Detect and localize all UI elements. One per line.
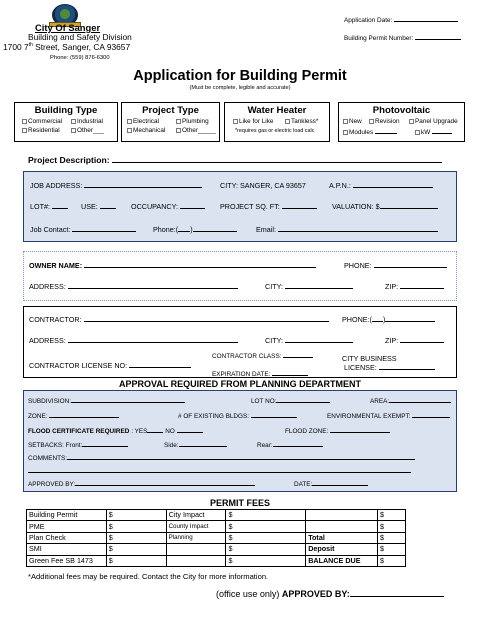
fee-label: Deposit bbox=[306, 544, 378, 555]
pv-new-label: New bbox=[349, 118, 362, 125]
building-type-box bbox=[14, 102, 118, 142]
fee-amount-field[interactable]: $ bbox=[106, 532, 166, 543]
page-title: Application for Building Permit bbox=[133, 68, 347, 84]
fee-label bbox=[306, 510, 378, 521]
fee-amount-field[interactable]: $ bbox=[106, 521, 166, 532]
fee-amount-field[interactable]: $ bbox=[106, 544, 166, 555]
permit-fees-table bbox=[26, 509, 406, 567]
fee-label: Green Fee SB 1473 bbox=[27, 555, 107, 566]
planning-panel bbox=[23, 390, 457, 492]
subdivision-field[interactable]: SUBDIVISION: bbox=[28, 396, 185, 405]
fee-label: City Impact bbox=[166, 510, 226, 521]
business-license-field[interactable]: LICENSE: bbox=[344, 363, 435, 372]
setback-rear-field[interactable]: Rear: bbox=[257, 440, 323, 449]
fee-row bbox=[27, 544, 406, 555]
permit-number-field[interactable]: Building Permit Number: bbox=[344, 33, 461, 42]
fee-label: Plan Check bbox=[27, 532, 107, 543]
fee-label: SMI bbox=[27, 544, 107, 555]
division-name: Building and Safety Division bbox=[28, 32, 132, 42]
zone-field[interactable]: ZONE: bbox=[28, 411, 119, 420]
permit-fees-heading: PERMIT FEES bbox=[209, 498, 270, 508]
fee-label bbox=[166, 544, 226, 555]
pv-revision-label: Revision bbox=[375, 118, 400, 125]
job-info-panel bbox=[23, 171, 457, 242]
fee-amount-field[interactable]: $ bbox=[226, 555, 306, 566]
flood-zone-field[interactable]: FLOOD ZONE: bbox=[285, 426, 390, 435]
fee-amount-field[interactable]: $ bbox=[226, 521, 306, 532]
fee-row bbox=[27, 555, 406, 566]
fee-row bbox=[27, 532, 406, 543]
modules-checkbox[interactable] bbox=[343, 130, 348, 135]
job-email-field[interactable]: Email: bbox=[256, 225, 438, 234]
fee-row bbox=[27, 521, 406, 532]
city-address: 1700 7th Street, Sanger, CA 93657 bbox=[3, 42, 131, 52]
fee-row bbox=[27, 510, 406, 521]
owner-phone-field[interactable]: PHONE: bbox=[344, 261, 447, 270]
project-other-checkbox[interactable] bbox=[176, 128, 181, 133]
like-for-like-checkbox[interactable] bbox=[233, 119, 238, 124]
fee-amount-field[interactable]: $ bbox=[226, 532, 306, 543]
valuation-field[interactable]: VALUATION: $ bbox=[332, 202, 438, 211]
setback-side-field[interactable]: Side: bbox=[164, 440, 227, 449]
photovoltaic-heading: Photovoltaic bbox=[372, 105, 431, 116]
residential-label: Residential bbox=[28, 127, 60, 134]
panel-upgrade-checkbox[interactable] bbox=[409, 119, 414, 124]
contractor-phone-field[interactable]: PHONE:( ) bbox=[342, 315, 435, 324]
water-heater-note: *requires gas or electric load calc bbox=[235, 128, 315, 134]
job-city: CITY: SANGER, CA 93657 bbox=[220, 181, 306, 190]
contractor-city-field[interactable]: CITY: bbox=[265, 336, 353, 345]
modules-label: Modules bbox=[349, 129, 374, 136]
use-field[interactable]: USE: bbox=[81, 202, 116, 211]
fee-label: Total bbox=[306, 532, 378, 543]
water-heater-heading: Water Heater bbox=[247, 105, 307, 116]
panel-upgrade-label: Panel Upgrade bbox=[415, 118, 458, 125]
fee-label: BALANCE DUE bbox=[306, 555, 378, 566]
commercial-label: Commercial bbox=[28, 118, 63, 125]
tankless-label: Tankless* bbox=[291, 118, 319, 125]
contractor-address-field[interactable]: ADDRESS: bbox=[29, 336, 238, 345]
flood-certificate-field[interactable]: FLOOD CERTIFICATE REQUIRED : YES NO bbox=[28, 426, 203, 435]
electrical-label: Electrical bbox=[133, 118, 159, 125]
application-date-field[interactable]: Application Date: bbox=[344, 15, 458, 24]
building-type-heading: Building Type bbox=[34, 105, 98, 116]
office-approved-by-field[interactable]: (office use only) APPROVED BY: bbox=[216, 589, 444, 599]
business-license-label-1: CITY BUSINESS bbox=[342, 354, 397, 363]
building-other-checkbox[interactable] bbox=[71, 128, 76, 133]
fee-amount-field[interactable]: $ bbox=[226, 544, 306, 555]
city-phone: Phone: (559) 876-6300 bbox=[50, 55, 110, 61]
comments-line-2[interactable] bbox=[28, 466, 411, 475]
job-contact-field[interactable]: Job Contact: bbox=[30, 225, 136, 234]
fee-amount-field[interactable]: $ bbox=[378, 510, 406, 521]
fee-label: County Impact bbox=[166, 521, 226, 532]
industrial-label: Industrial bbox=[77, 118, 103, 125]
fee-label: Planning bbox=[166, 532, 226, 543]
comments-field[interactable]: COMMENTS: bbox=[28, 453, 415, 462]
owner-name-field[interactable]: OWNER NAME: bbox=[29, 261, 316, 270]
planning-approved-by-field[interactable]: APPROVED BY: bbox=[28, 479, 255, 488]
fee-label bbox=[166, 555, 226, 566]
fees-footnote: *Additional fees may be required. Contact the City for more information. bbox=[28, 572, 269, 581]
project-type-box bbox=[121, 102, 220, 142]
fee-amount-field[interactable]: $ bbox=[226, 510, 306, 521]
occupancy-field[interactable]: OCCUPANCY: bbox=[131, 202, 205, 211]
fee-amount-field[interactable]: $ bbox=[378, 532, 406, 543]
fee-amount-field[interactable]: $ bbox=[378, 555, 406, 566]
photovoltaic-box bbox=[338, 102, 465, 142]
residential-checkbox[interactable] bbox=[22, 128, 27, 133]
fee-label: PME bbox=[27, 521, 107, 532]
mechanical-label: Mechanical bbox=[133, 127, 166, 134]
commercial-checkbox[interactable] bbox=[22, 119, 27, 124]
building-other-label: Other___ bbox=[77, 127, 104, 134]
apn-field[interactable]: A.P.N.: bbox=[329, 181, 433, 190]
city-name: City Of Sanger bbox=[35, 22, 101, 33]
fee-amount-field[interactable]: $ bbox=[106, 555, 166, 566]
planning-heading: APPROVAL REQUIRED FROM PLANNING DEPARTMENT bbox=[118, 379, 361, 389]
owner-city-field[interactable]: CITY: bbox=[265, 282, 353, 291]
job-phone-field[interactable]: Phone:( ) bbox=[153, 225, 237, 234]
like-for-like-label: Like for Like bbox=[239, 118, 274, 125]
planning-date-field[interactable]: DATE: bbox=[294, 479, 368, 488]
environmental-exempt-field[interactable]: ENVIRONMENTAL EXEMPT: bbox=[327, 411, 450, 420]
existing-bldgs-field[interactable]: # OF EXISTING BLDGS: bbox=[178, 411, 297, 420]
contractor-field[interactable]: CONTRACTOR: bbox=[29, 315, 329, 324]
tankless-checkbox[interactable] bbox=[285, 119, 290, 124]
contractor-class-field[interactable]: CONTRACTOR CLASS: bbox=[212, 351, 313, 360]
fee-amount-field[interactable]: $ bbox=[378, 521, 406, 532]
contractor-license-field[interactable]: CONTRACTOR LICENSE NO: bbox=[29, 361, 191, 370]
water-heater-box bbox=[224, 102, 330, 142]
area-field[interactable]: AREA: bbox=[370, 396, 451, 405]
owner-panel bbox=[23, 251, 457, 301]
plumbing-checkbox[interactable] bbox=[176, 119, 181, 124]
fee-label: Building Permit bbox=[27, 510, 107, 521]
contractor-panel bbox=[23, 306, 457, 378]
owner-zip-field[interactable]: ZIP: bbox=[385, 282, 444, 291]
fee-amount-field[interactable]: $ bbox=[106, 510, 166, 521]
project-type-heading: Project Type bbox=[142, 105, 199, 116]
fee-amount-field[interactable]: $ bbox=[378, 544, 406, 555]
electrical-checkbox[interactable] bbox=[127, 119, 132, 124]
project-other-label: Other_____ bbox=[182, 127, 216, 134]
pv-revision-checkbox[interactable] bbox=[369, 119, 374, 124]
lot-no-field[interactable]: LOT NO: bbox=[251, 396, 330, 405]
setbacks-field[interactable]: SETBACKS: Front: bbox=[28, 440, 128, 449]
plumbing-label: Plumbing bbox=[182, 118, 209, 125]
pv-new-checkbox[interactable] bbox=[343, 119, 348, 124]
lot-field[interactable]: LOT#: bbox=[30, 202, 68, 211]
owner-address-field[interactable]: ADDRESS: bbox=[29, 282, 238, 291]
page-subtitle: (Must be complete, legible and accurate) bbox=[189, 85, 291, 91]
job-address-field[interactable]: JOB ADDRESS: bbox=[30, 181, 202, 190]
industrial-checkbox[interactable] bbox=[71, 119, 76, 124]
kw-checkbox[interactable] bbox=[415, 130, 420, 135]
mechanical-checkbox[interactable] bbox=[127, 128, 132, 133]
expiration-date-field[interactable]: EXPIRATION DATE: bbox=[212, 369, 308, 378]
kw-label: kW bbox=[421, 129, 431, 136]
contractor-zip-field[interactable]: ZIP: bbox=[385, 336, 444, 345]
fee-label bbox=[306, 521, 378, 532]
project-description-field[interactable]: Project Description: bbox=[28, 155, 442, 165]
project-sqft-field[interactable]: PROJECT SQ. FT: bbox=[220, 202, 317, 211]
